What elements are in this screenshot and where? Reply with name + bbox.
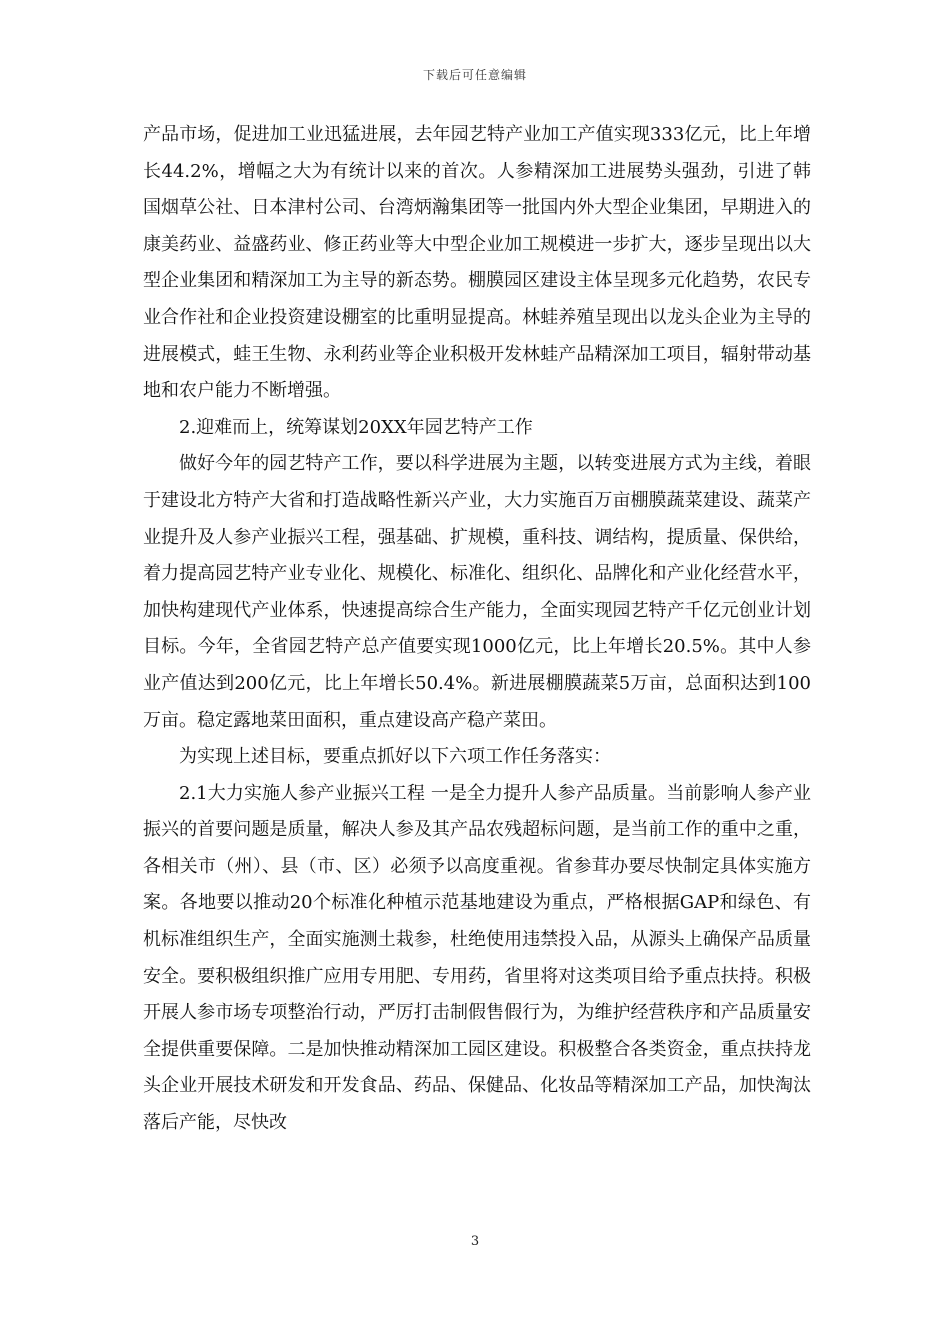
paragraph: 做好今年的园艺特产工作，要以科学进展为主题，以转变进展方式为主线，着眼于建设北方特产大省和打造战略性新兴产业，大力实施百万亩棚膜蔬菜建设、蔬菜产业提升及人参产业振兴工程，强基础、扩规模，重科技、调结构，提质量、保供给，着力提高园艺特产业专业化、规模化、标准化、组织化、品牌化和产业化经营水平，加快构建现代产业体系，快速提高综合生产能力，全面实现园艺特产千亿元创业计划目标。今年，全省园艺特产总产值要实现1000亿元，比上年增长20.5%。其中人参业产值达到200亿元，比上年增长50.4%。新进展棚膜蔬菜5万亩，总面积达到100万亩。稳定露地菜田面积，重点建设高产稳产菜田。 [143,453,811,731]
paragraph: 2.1大力实施人参产业振兴工程 一是全力提升人参产品质量。当前影响人参产业振兴的首要问题是质量，解决人参及其产品农残超标问题，是当前工作的重中之重，各相关市（州）、县（市、区）必须予以高度重视。省参茸办要尽快制定具体实施方案。各地要以推动20个标准化种植示范基地建设为重点，严格根据GAP和绿色、有机标准组织生产，全面实施测土栽参，杜绝使用违禁投入品，从源头上确保产品质量安全。要积极组织推广应用专用肥、专用药，省里将对这类项目给予重点扶持。积极开展人参市场专项整治行动，严厉打击制假售假行为，为维护经营秩序和产品质量安全提供重要保障。二是加快推动精深加工园区建设。积极整合各类资金，重点扶持龙头企业开展技术研发和开发食品、药品、保健品、化妆品等精深加工产品，加快淘汰落后产能，尽快改 [143,782,811,1134]
paragraph: 为实现上述目标，要重点抓好以下六项工作任务落实： [179,746,611,768]
section-heading: 2.迎难而上，统筹谋划20XX年园艺特产工作 [179,416,533,438]
document-body [143,117,811,1142]
page-header: 下载后可任意编辑 [422,68,527,82]
page-number: 3 [470,1234,480,1249]
paragraph-continued: 产品市场，促进加工业迅猛进展，去年园艺特产业加工产值实现333亿元，比上年增长44.2%，增幅之大为有统计以来的首次。人参精深加工进展势头强劲，引进了韩国烟草公社、日本津村公司、台湾炳瀚集团等一批国内外大型企业集团，早期进入的康美药业、益盛药业、修正药业等大中型企业加工规模进一步扩大，逐步呈现出以大型企业集团和精深加工为主导的新态势。棚膜园区建设主体呈现多元化趋势，农民专业合作社和企业投资建设棚室的比重明显提高。林蛙养殖呈现出以龙头企业为主导的进展模式，蛙王生物、永利药业等企业积极开发林蛙产品精深加工项目，辐射带动基地和农户能力不断增强。 [143,124,811,402]
